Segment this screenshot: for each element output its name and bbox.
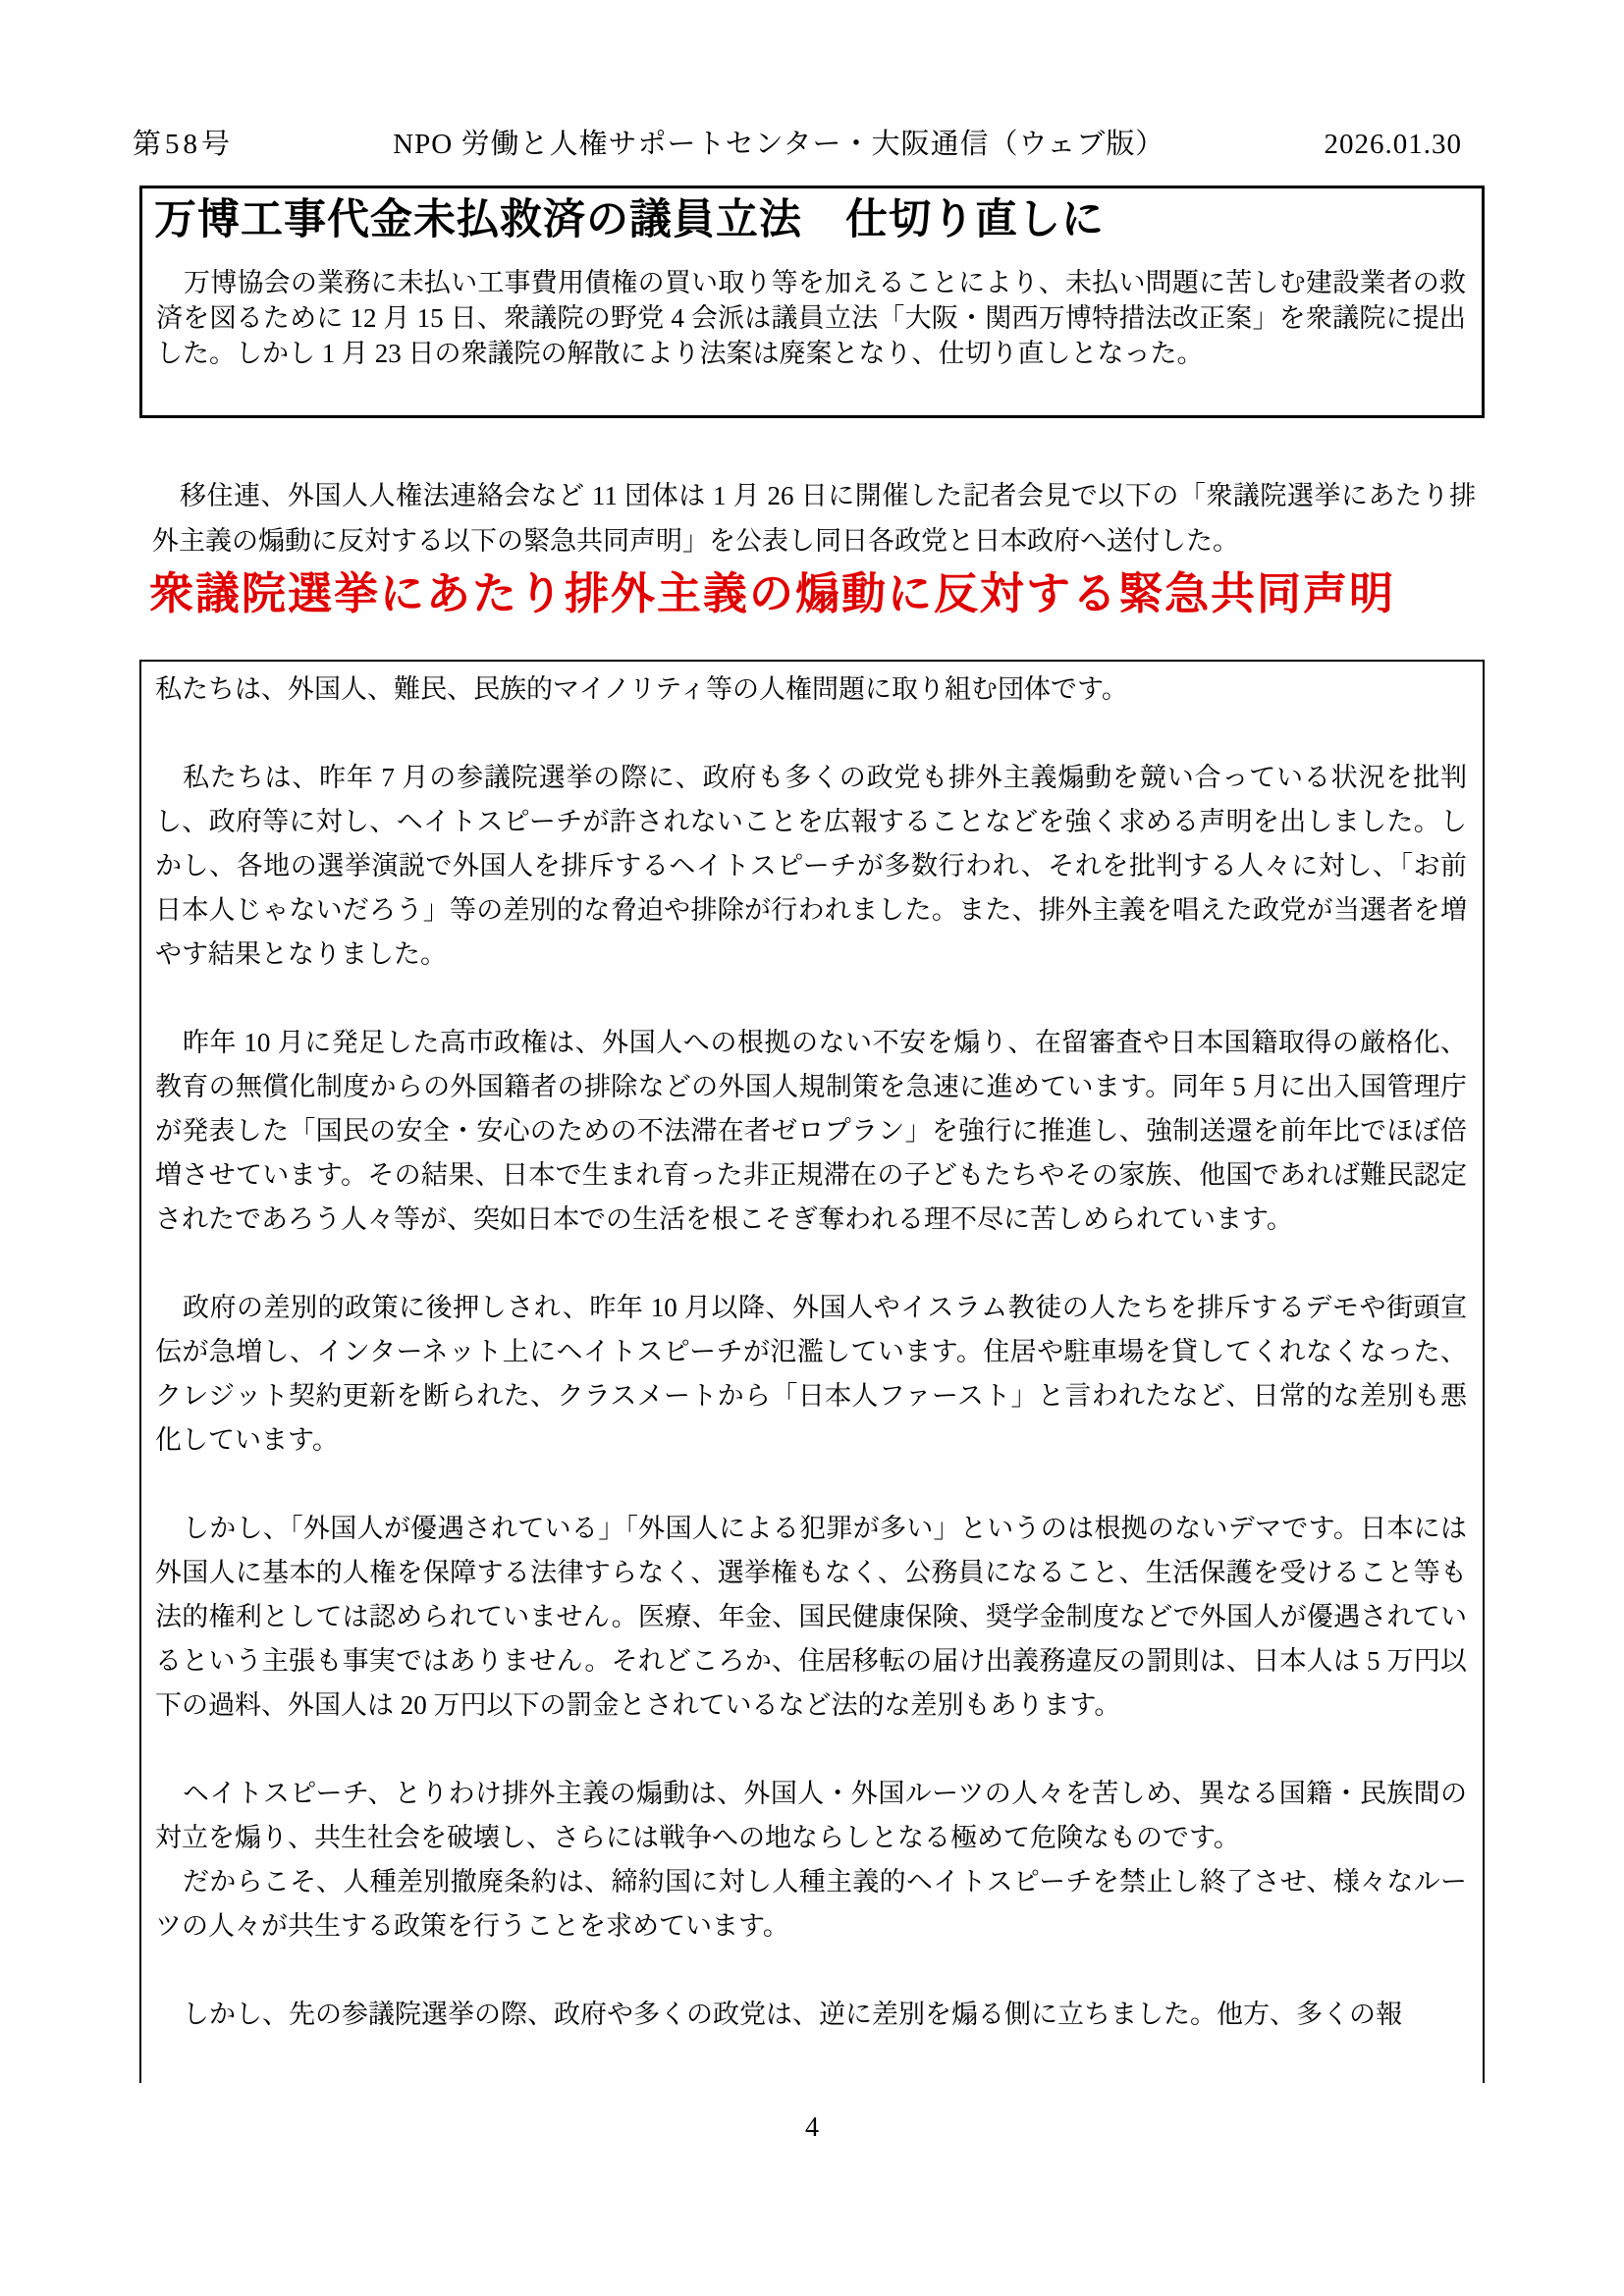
statement-paragraph: しかし、先の参議院選挙の際、政府や多くの政党は、逆に差別を煽る側に立ちました。他方、多くの報 — [183, 2000, 1402, 2029]
statement-headline: 衆議院選挙にあたり排外主義の煽動に反対する緊急共同声明 — [149, 568, 1396, 618]
statement-paragraph: だからこそ、人種差別撤廃条約は、締約国に対し人種主義的ヘイトスピーチを禁止し終了させ、様々なルーツの人々が共生する政策を行うことを求めています。 — [155, 1867, 1467, 1941]
intro-paragraph: 移住連、外国人人権法連絡会など 11 団体は 1 月 26 日に開催した記者会見で以下の「衆議院選挙にあたり排外主義の煽動に反対する以下の緊急共同声明」を公表し同日各政党と日本政府へ送付した。 — [152, 481, 1476, 556]
statement-body — [155, 667, 1467, 2037]
statement-paragraph: ヘイトスピーチ、とりわけ排外主義の煽動は、外国人・外国ルーツの人々を苦しめ、異なる国籍・民族間の対立を煽り、共生社会を破壊し、さらには戦争への地ならしとなる極めて危険なものです。 — [155, 1779, 1467, 1852]
expo-article-body: 万博協会の業務に未払い工事費用債権の買い取り等を加えることにより、未払い問題に苦しむ建設業者の救済を図るために 12 月 15 日、衆議院の野党 4 会派は議員立法「大阪・関西万博特措法改正案」を衆議院に提出した。しかし 1 月 23 日の衆議院の解散により法案は廃案となり、仕切り直しとなった。 — [156, 268, 1466, 368]
page-number: 4 — [805, 2112, 819, 2143]
masthead — [133, 122, 1462, 162]
issue-number: 第58号 — [133, 129, 235, 160]
newsletter-title: NPO 労働と人権サポートセンター・大阪通信（ウェブ版） — [393, 129, 1165, 160]
statement-paragraph: 昨年 10 月に発足した高市政権は、外国人への根拠のない不安を煽り、在留審査や日本国籍取得の厳格化、教育の無償化制度からの外国籍者の排除などの外国人規制策を急速に進めています。同年 5 月に出入国管理庁が発表した「国民の安全・安心のための不法滞在者ゼロプラン」を強行に推進し、強制送還を前年比でほぼ倍増させています。その結果、日本で生まれ育った非正規滞在の子どもたちやその家族、他国であれば難民認定されたであろう人々等が、突如日本での生活を根こそぎ奪われる理不尽に苦しめられています。 — [155, 1028, 1467, 1234]
statement-box — [139, 660, 1485, 2083]
statement-paragraph: しかし、「外国人が優遇されている」「外国人による犯罪が多い」というのは根拠のないデマです。日本には外国人に基本的人権を保障する法律すらなく、選挙権もなく、公務員になること、生活保護を受けること等も法的権利としては認められていません。医療、年金、国民健康保険、奨学金制度などで外国人が優遇されているという主張も事実ではありません。それどころか、住居移転の届け出義務違反の罰則は、日本人は 5 万円以下の過料、外国人は 20 万円以下の罰金とされているなど法的な差別もあります。 — [155, 1514, 1467, 1720]
statement-paragraph: 政府の差別的政策に後押しされ、昨年 10 月以降、外国人やイスラム教徒の人たちを排斥するデモや街頭宣伝が急増し、インターネット上にヘイトスピーチが氾濫しています。住居や駐車場を貸してくれなくなった、クレジット契約更新を断られた、クラスメートから「日本人ファースト」と言われたなど、日常的な差別も悪化しています。 — [155, 1293, 1467, 1455]
statement-paragraph: 私たちは、外国人、難民、民族的マイノリティ等の人権問題に取り組む団体です。 — [155, 674, 1128, 704]
statement-paragraph: 私たちは、昨年 7 月の参議院選挙の際に、政府も多くの政党も排外主義煽動を競い合っている状況を批判し、政府等に対し、ヘイトスピーチが許されないことを広報することなどを強く求める声明を出しました。しかし、各地の選挙演説で外国人を排斥するヘイトスピーチが多数行われ、それを批判する人々に対し、「お前日本人じゃないだろう」等の差別的な脅迫や排除が行われました。また、排外主義を唱えた政党が当選者を増やす結果となりました。 — [155, 763, 1467, 969]
expo-article-headline: 万博工事代金未払救済の議員立法 仕切り直しに — [154, 196, 1105, 243]
expo-article-box — [139, 186, 1485, 418]
issue-date: 2026.01.30 — [1324, 129, 1462, 160]
